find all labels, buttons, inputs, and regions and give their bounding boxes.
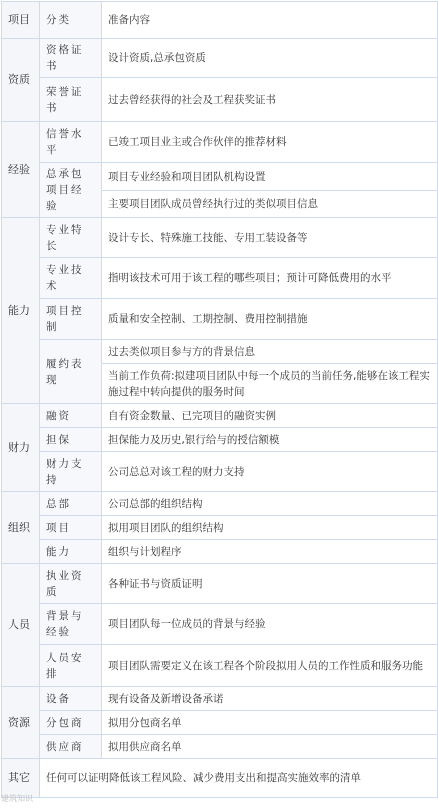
content-cell: 担保能力及历史,银行给与的授信额模	[102, 428, 438, 452]
content-cell: 项目团队每一位成员的背景与经验	[102, 604, 438, 645]
content-cell: 质量和安全控制、工期控制、费用控制措施	[102, 299, 438, 340]
subcategory-cell: 融资	[40, 404, 102, 428]
table-row	[2, 258, 438, 299]
content-cell: 各种证书与资质证明	[102, 564, 438, 604]
content-cell: 项目团队需要定义在该工程各个阶段拟用人员的工作性质和服务功能	[102, 645, 438, 687]
content-cell: 设计资质,总承包资质	[102, 39, 438, 78]
content-cell: 已竣工项目业主或合作伙伴的推荐材料	[102, 122, 438, 163]
table-row	[2, 340, 438, 364]
content-cell: 拟用分包商名单	[102, 711, 438, 735]
table-row	[2, 516, 438, 540]
table-row	[2, 564, 438, 604]
subcategory-cell: 设备	[40, 687, 102, 711]
requirements-table	[1, 1, 438, 798]
content-cell: 公司总部的组织结构	[102, 492, 438, 516]
category-organization: 组织	[2, 492, 40, 564]
subcategory-cell: 人员安排	[40, 645, 102, 687]
watermark	[1, 793, 33, 804]
content-cell: 拟用项目团队的组织结构	[102, 516, 438, 540]
table-row	[2, 604, 438, 645]
content-cell: 设计专长、特殊施工技能、专用工装设备等	[102, 218, 438, 258]
subcategory-cell: 履约表现	[40, 340, 102, 404]
content-cell: 指明该技术可用于该工程的哪些项目；预计可降低费用的水平	[102, 258, 438, 299]
category-other: 其它	[2, 759, 40, 798]
subcategory-cell: 总承包项目经验	[40, 163, 102, 218]
subcategory-cell: 财力支持	[40, 452, 102, 492]
table-row	[2, 163, 438, 191]
watermark-text: 建筑知识	[1, 794, 33, 803]
category-capability: 能力	[2, 218, 40, 404]
content-cell: 主要项目团队成员曾经执行过的类似项目信息	[102, 191, 438, 218]
subcategory-cell: 信誉水平	[40, 122, 102, 163]
table-row	[2, 687, 438, 711]
table-row	[2, 735, 438, 759]
subcategory-cell: 担保	[40, 428, 102, 452]
table-row	[2, 645, 438, 687]
content-cell: 组织与计划程序	[102, 540, 438, 564]
header-project: 项目	[2, 2, 40, 39]
content-cell: 公司总总对该工程的财力支持	[102, 452, 438, 492]
subcategory-cell: 项目控制	[40, 299, 102, 340]
content-cell: 当前工作负荷:拟建项目团队中每一个成员的当前任务,能够在该工程实施过程中转向提供的服务时间	[102, 364, 438, 404]
category-finance: 财力	[2, 404, 40, 492]
table-row	[2, 759, 438, 798]
subcategory-cell: 执业资质	[40, 564, 102, 604]
table-row	[2, 78, 438, 122]
header-content: 准备内容	[102, 2, 438, 39]
subcategory-cell: 背景与经验	[40, 604, 102, 645]
subcategory-cell: 能力	[40, 540, 102, 564]
table-row	[2, 218, 438, 258]
content-cell: 过去曾经获得的社会及工程获奖证书	[102, 78, 438, 122]
subcategory-cell: 荣誉证书	[40, 78, 102, 122]
subcategory-cell: 专业技术	[40, 258, 102, 299]
table-row	[2, 122, 438, 163]
subcategory-cell: 分包商	[40, 711, 102, 735]
content-cell: 过去类似项目参与方的背景信息	[102, 340, 438, 364]
table-row	[2, 711, 438, 735]
table-row	[2, 39, 438, 78]
header-row	[2, 2, 438, 39]
subcategory-cell: 供应商	[40, 735, 102, 759]
table-row	[2, 452, 438, 492]
table-row	[2, 404, 438, 428]
category-resources: 资源	[2, 687, 40, 759]
content-cell: 项目专业经验和项目团队机构设置	[102, 163, 438, 191]
content-cell: 自有资金数量、已完项目的融资实例	[102, 404, 438, 428]
table-row	[2, 540, 438, 564]
subcategory-cell: 专业特长	[40, 218, 102, 258]
subcategory-cell: 总部	[40, 492, 102, 516]
content-cell: 任何可以证明降低该工程风险、减少费用支出和提高实施效率的清单	[40, 759, 438, 798]
table-row	[2, 428, 438, 452]
table-row	[2, 492, 438, 516]
subcategory-cell: 资格证书	[40, 39, 102, 78]
category-personnel: 人员	[2, 564, 40, 687]
category-qualification: 资质	[2, 39, 40, 122]
content-cell: 拟用供应商名单	[102, 735, 438, 759]
content-cell: 现有设备及新增设备承诺	[102, 687, 438, 711]
header-category: 分类	[40, 2, 102, 39]
table-row	[2, 299, 438, 340]
subcategory-cell: 项目	[40, 516, 102, 540]
category-experience: 经验	[2, 122, 40, 218]
